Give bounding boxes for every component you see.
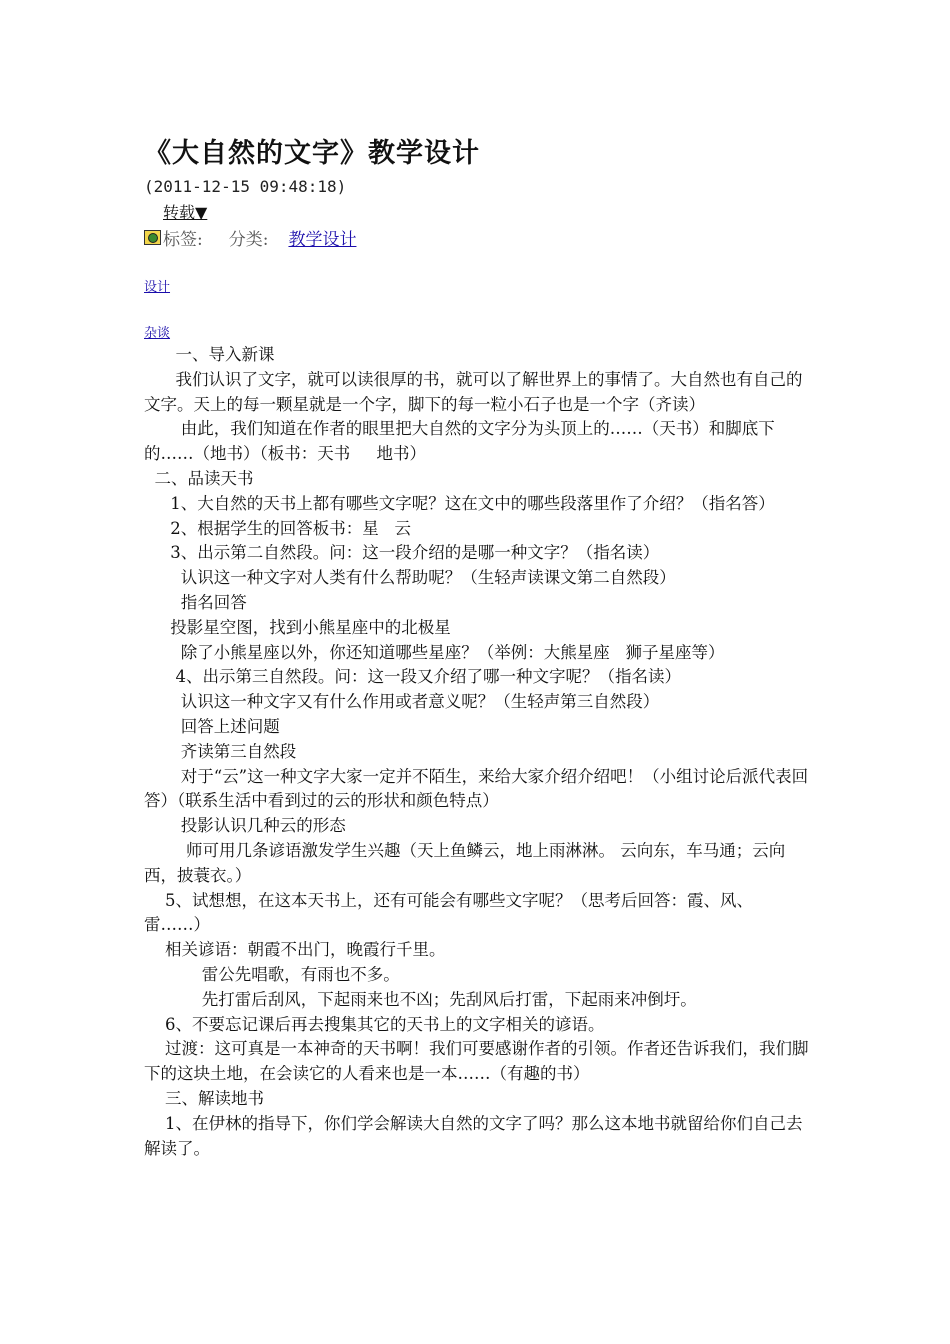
paragraph: 除了小熊星座以外，你还知道哪些星座？（举例：大熊星座 狮子星座等） — [144, 642, 725, 662]
paragraph: 三、解读地书 — [144, 1088, 264, 1108]
paragraph: 5、试想想，在这本天书上，还有可能会有哪些文字呢？（思考后回答：霞、风、雷……） — [144, 890, 753, 935]
paragraph: 二、品读天书 — [144, 468, 254, 488]
paragraph: 先打雷后刮风，下起雨来也不凶；先刮风后打雷，下起雨来冲倒圩。 — [144, 989, 697, 1009]
paragraph: 4、出示第三自然段。问：这一段又介绍了哪一种文字呢？（指名读） — [144, 667, 681, 687]
paragraph: 师可用几条谚语激发学生兴趣（天上鱼鳞云，地上雨淋淋。 云向东，车马通；云向西，披蓑衣。） — [144, 840, 786, 885]
article-body — [144, 343, 810, 1161]
tag-icon — [144, 230, 161, 245]
paragraph: 3、出示第二自然段。问：这一段介绍的是哪一种文字？（指名读） — [144, 543, 660, 563]
paragraph: 回答上述问题 — [144, 716, 280, 736]
post-date: (2011-12-15 09:48:18) — [144, 177, 347, 196]
paragraph: 6、不要忘记课后再去搜集其它的天书上的文字相关的谚语。 — [144, 1014, 605, 1034]
paragraph: 齐读第三自然段 — [144, 741, 297, 761]
paragraph: 由此，我们知道在作者的眼里把大自然的文字分为头顶上的……（天书）和脚底下的……（地书）（板书：天书 地书） — [144, 419, 775, 464]
category-link[interactable]: 教学设计 — [288, 230, 357, 250]
paragraph: 对于“云”这一种文字大家一定并不陌生，来给大家介绍介绍吧！（小组讨论后派代表回答）（联系生活中看到过的云的形状和颜色特点） — [144, 766, 809, 811]
paragraph: 过渡：这可真是一本神奇的天书啊！我们可要感谢作者的引领。作者还告诉我们，我们脚下的这块土地，在会读它的人看来也是一本……（有趣的书） — [144, 1039, 809, 1084]
paragraph: 1、大自然的天书上都有哪些文字呢？这在文中的哪些段落里作了介绍？（指名答） — [144, 493, 775, 513]
paragraph: 投影认识几种云的形态 — [144, 816, 346, 836]
post-meta — [144, 225, 356, 250]
tag-link-design[interactable]: 设计 — [144, 280, 171, 295]
paragraph: 雷公先唱歌，有雨也不多。 — [144, 964, 400, 984]
paragraph: 一、导入新课 — [144, 345, 275, 364]
paragraph: 认识这一种文字又有什么作用或者意义呢？（生轻声第三自然段） — [144, 692, 660, 712]
paragraph: 相关谚语：朝霞不出门，晚霞行千里。 — [144, 940, 446, 960]
paragraph: 我们认识了文字，就可以读很厚的书，就可以了解世界上的事情了。大自然也有自己的文字。天上的每一颗星就是一个字，脚下的每一粒小石子也是一个字（齐读） — [144, 369, 803, 414]
tag-link-misc[interactable]: 杂谈 — [144, 326, 171, 341]
page-title: 《大自然的文字》教学设计 — [144, 138, 480, 169]
paragraph: 2、根据学生的回答板书：星 云 — [144, 518, 411, 538]
tags-label: 标签: — [163, 230, 203, 250]
paragraph: 认识这一种文字对人类有什么帮助呢？（生轻声读课文第二自然段） — [144, 568, 676, 588]
paragraph: 1、在伊林的指导下，你们学会解读大自然的文字了吗？那么这本地书就留给你们自己去解读了。 — [144, 1113, 803, 1158]
paragraph: 投影星空图，找到小熊星座中的北极星 — [144, 617, 451, 637]
paragraph: 指名回答 — [144, 592, 247, 612]
category-label: 分类: — [228, 230, 269, 250]
repost-toggle[interactable]: 转载▼ — [163, 203, 208, 222]
